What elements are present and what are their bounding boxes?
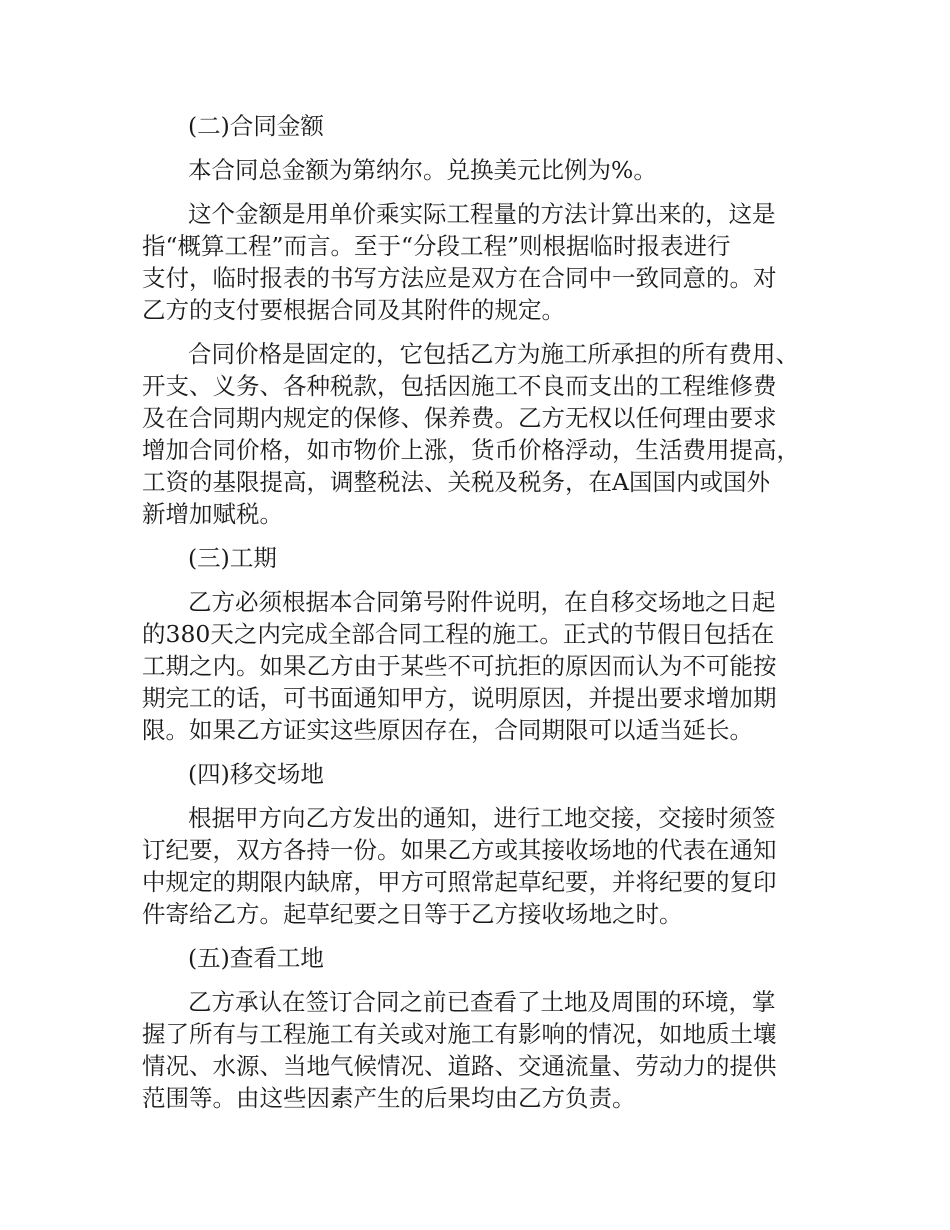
paragraph-site-inspection (142, 986, 818, 1114)
text-line: 工资的基限提高，调整税法、关税及税务，在A国国内或国外 (142, 468, 770, 496)
text-line: 期完工的话，可书面通知甲方，说明原因，并提出要求增加期 (142, 684, 777, 712)
text-line: 范围等。由这些因素产生的后果均由乙方负责。 (142, 1084, 636, 1112)
text-line: 订纪要，双方各持一份。如果乙方或其接收场地的代表在通知 (142, 836, 777, 864)
text-line: 开支、义务、各种税款，包括因施工不良而支出的工程维修费 (142, 372, 777, 400)
paragraph-total-amount (142, 154, 818, 186)
text-line: 件寄给乙方。起草纪要之日等于乙方接收场地之时。 (142, 900, 683, 928)
text-line: 及在合同期内规定的保修、保养费。乙方无权以任何理由要求 (142, 404, 777, 432)
text-line: 乙方必须根据本合同第号附件说明，在自移交场地之日起 (188, 588, 776, 616)
section-heading-site-inspection: (五)查看工地 (188, 944, 324, 972)
text-line: 乙方承认在签订合同之前已查看了土地及周围的环境，掌 (188, 988, 776, 1016)
paragraph-amount-calculation (142, 198, 818, 326)
section-heading-contract-amount: (二)合同金额 (188, 112, 324, 140)
text-line: 情况、水源、当地气候情况、道路、交通流量、劳动力的提供 (142, 1052, 777, 1080)
text-line: 这个金额是用单价乘实际工程量的方法计算出来的，这是 (188, 200, 776, 228)
paragraph-construction-period (142, 586, 818, 746)
paragraph-fixed-price (142, 338, 818, 530)
text-line: 的380天之内完成全部合同工程的施工。正式的节假日包括在 (142, 620, 775, 648)
paragraph-site-handover (142, 802, 818, 930)
text-line: 新增加赋税。 (142, 500, 283, 528)
text-line: 支付，临时报表的书写方法应是双方在合同中一致同意的。对 (142, 264, 777, 292)
section-heading-site-handover: (四)移交场地 (188, 760, 324, 788)
text-line: 根据甲方向乙方发出的通知，进行工地交接，交接时须签 (188, 804, 776, 832)
text-line: 限。如果乙方证实这些原因存在，合同期限可以适当延长。 (142, 716, 753, 744)
text-line: 指“概算工程”而言。至于“分段工程”则根据临时报表进行 (142, 232, 731, 260)
text-line: 乙方的支付要根据合同及其附件的规定。 (142, 296, 565, 324)
document-page (142, 110, 818, 1126)
text-line: 中规定的期限内缺席，甲方可照常起草纪要，并将纪要的复印 (142, 868, 777, 896)
section-heading-construction-period: (三)工期 (188, 544, 277, 572)
text-line: 合同价格是固定的，它包括乙方为施工所承担的所有费用、 (188, 340, 799, 368)
text-line: 增加合同价格，如市物价上涨，货币价格浮动，生活费用提高， (142, 436, 800, 464)
text-line: 本合同总金额为第纳尔。兑换美元比例为%。 (188, 156, 657, 184)
text-line: 工期之内。如果乙方由于某些不可抗拒的原因而认为不可能按 (142, 652, 777, 680)
text-line: 握了所有与工程施工有关或对施工有影响的情况，如地质土壤 (142, 1020, 777, 1048)
